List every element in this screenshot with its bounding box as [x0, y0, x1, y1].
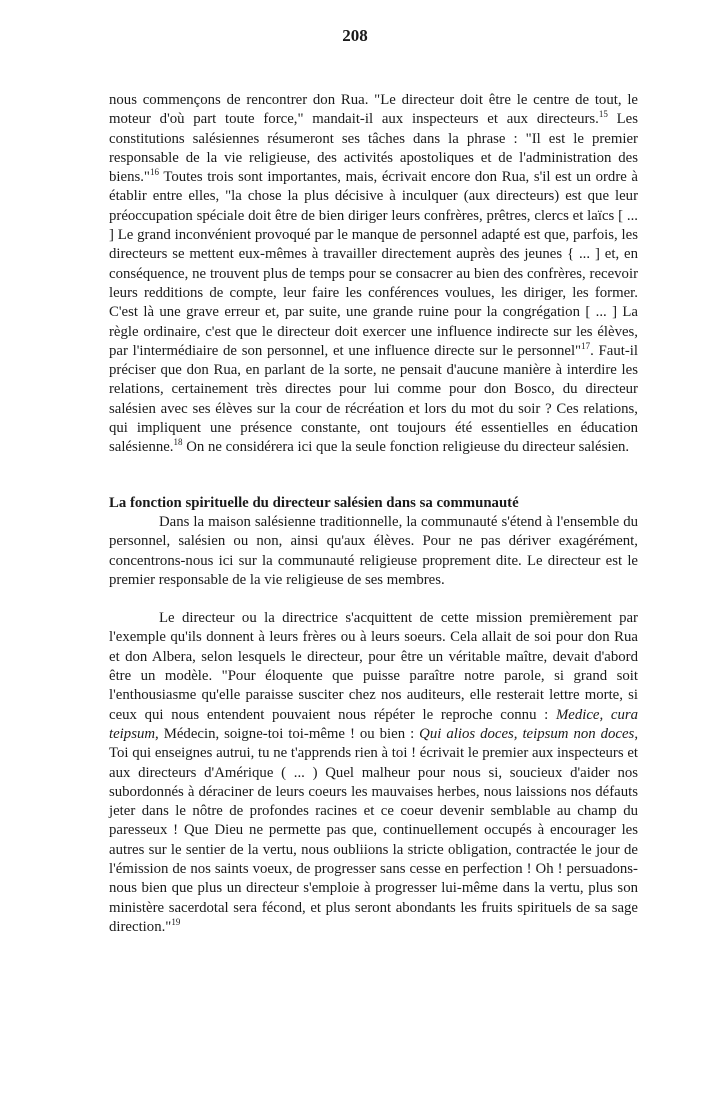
page-number: 208 — [342, 26, 368, 45]
paragraph-text: Les constitutions salésiennes résumeront ses tâches dans la phrase : "Il est le premier responsable de la vie religieuse, des activités apostoliques et de l'administration des biens." — [109, 111, 638, 186]
paragraph-text: Le directeur ou la directrice s'acquittent de cette mission premièrement par l'exemple qu'ils donnent à leurs frères ou à leurs soeurs. Cela allait de soi pour don Rua et don Albera, selon lesquels le directeur, pour être un véritable maître, devait d'abord être un modèle. "Pour éloquente que puisse paraître notre parole, si grand soit l'enthousiasme qu'elle paraisse susciter chez nos auditeurs, elle resterait lettre morte, si ceux qui nous entendent pouvaient nous répéter le reproche connu : — [109, 610, 638, 723]
paragraph-text: Toutes trois sont importantes, mais, écrivait encore don Rua, s'il est un ordre à établir entre elles, "la chose la plus décisive à inculquer (aux directeurs) est que leur préoccupation spéciale doit être de bien diriger leurs confrères, prêtres, clercs et laïcs [ ... ] Le grand inconvénient provoqué par le manque de personnel adapté est que, parfois, les directeurs se mettent eux-mêmes à travailler directement auprès des jeunes { ... ] et, en conséquence, ne trouvent plus de temps pour se consacrer au bien des confrères, recevoir leurs redditions de compte, leur faire les conférences voulues, les diriger, les former. C'est là une grave erreur et, par suite, une grande ruine pour la congrégation [ ... ] La règle ordinaire, c'est que le directeur doit exercer une influence indirecte sur les élèves, par l'intermédiaire de son personnel, et une influence directe sur le personnel" — [109, 169, 638, 359]
latin-quote: Medice, cura teipsum — [109, 706, 639, 742]
footnote-ref-19: 19 — [171, 916, 181, 927]
footnote-ref-18: 18 — [173, 437, 183, 448]
paragraph-text: . Faut-il préciser que don Rua, en parlant de la sorte, ne pensait d'aucune manière à interdire les relations, certainement très directes pour lui comme pour don Bosco, du directeur salésien avec ses élèves sur la cour de récréation et lors du mot du soir ? Ces relations, qui impliquent une présence constante, ont toujours été essentielles en éducation salésienne. — [109, 342, 639, 456]
page-body — [109, 91, 638, 937]
footnote-ref-16: 16 — [149, 167, 159, 178]
section-heading: La fonction spirituelle du directeur salésien dans sa communauté — [109, 494, 519, 511]
footnote-ref-17: 17 — [581, 340, 591, 351]
paragraph-text: On ne considérera ici que la seule fonction religieuse du directeur salésien. — [182, 439, 630, 456]
paragraph-communaute: Dans la maison salésienne traditionnelle, la communauté s'étend à l'ensemble du personnel, salésien ou non, ainsi qu'aux élèves. Pour ne pas dériver exagérément, concentrons-nous ici sur la communauté religieuse proprement dite. Le directeur est le premier responsable de la vie religieuse de ses membres. — [109, 513, 638, 588]
paragraph-spacer — [109, 590, 638, 609]
paragraph-exemple-directeur — [109, 609, 638, 937]
paragraph-text: nous commençons de rencontrer don Rua. "Le directeur doit être le centre de tout, le moteur d'où part toute force," mandait-il aux inspecteurs et aux directeurs. — [109, 92, 638, 128]
footnote-ref-15: 15 — [598, 109, 608, 120]
paragraph-text: , Médecin, soigne-toi toi-même ! ou bien : — [155, 725, 420, 742]
paragraph-text: , Toi qui enseignes autrui, tu ne t'apprends rien à toi ! écrivait le premier aux inspecteurs et aux directeurs d'Amérique ( ... ) Quel malheur pour nous si, soucieux d'aider nos subordonnés à déraciner de leurs coeurs les mauvaises herbes, nous laissions nos défauts jeter dans le nôtre de profondes racines et ce coeur devenir semblable au champ du paresseux ! Que Dieu ne permette pas que, continuellement occupés à encourager les autres sur le sentier de la vertu, nous oubliions la stricte obligation, contractée le jour de l'émission de nos saints voeux, de progresser sans cesse en perfection ! Oh ! persuadons-nous bien que plus un directeur s'emploie à progresser lui-même dans la vertu, plus son ministère sacerdotal sera fécond, et plus seront abondants les fruits spirituels de sa sage direction." — [109, 725, 639, 935]
paragraph-don-rua-directeur — [109, 91, 638, 458]
latin-quote: Qui alios doces, teipsum non doces — [419, 725, 635, 742]
